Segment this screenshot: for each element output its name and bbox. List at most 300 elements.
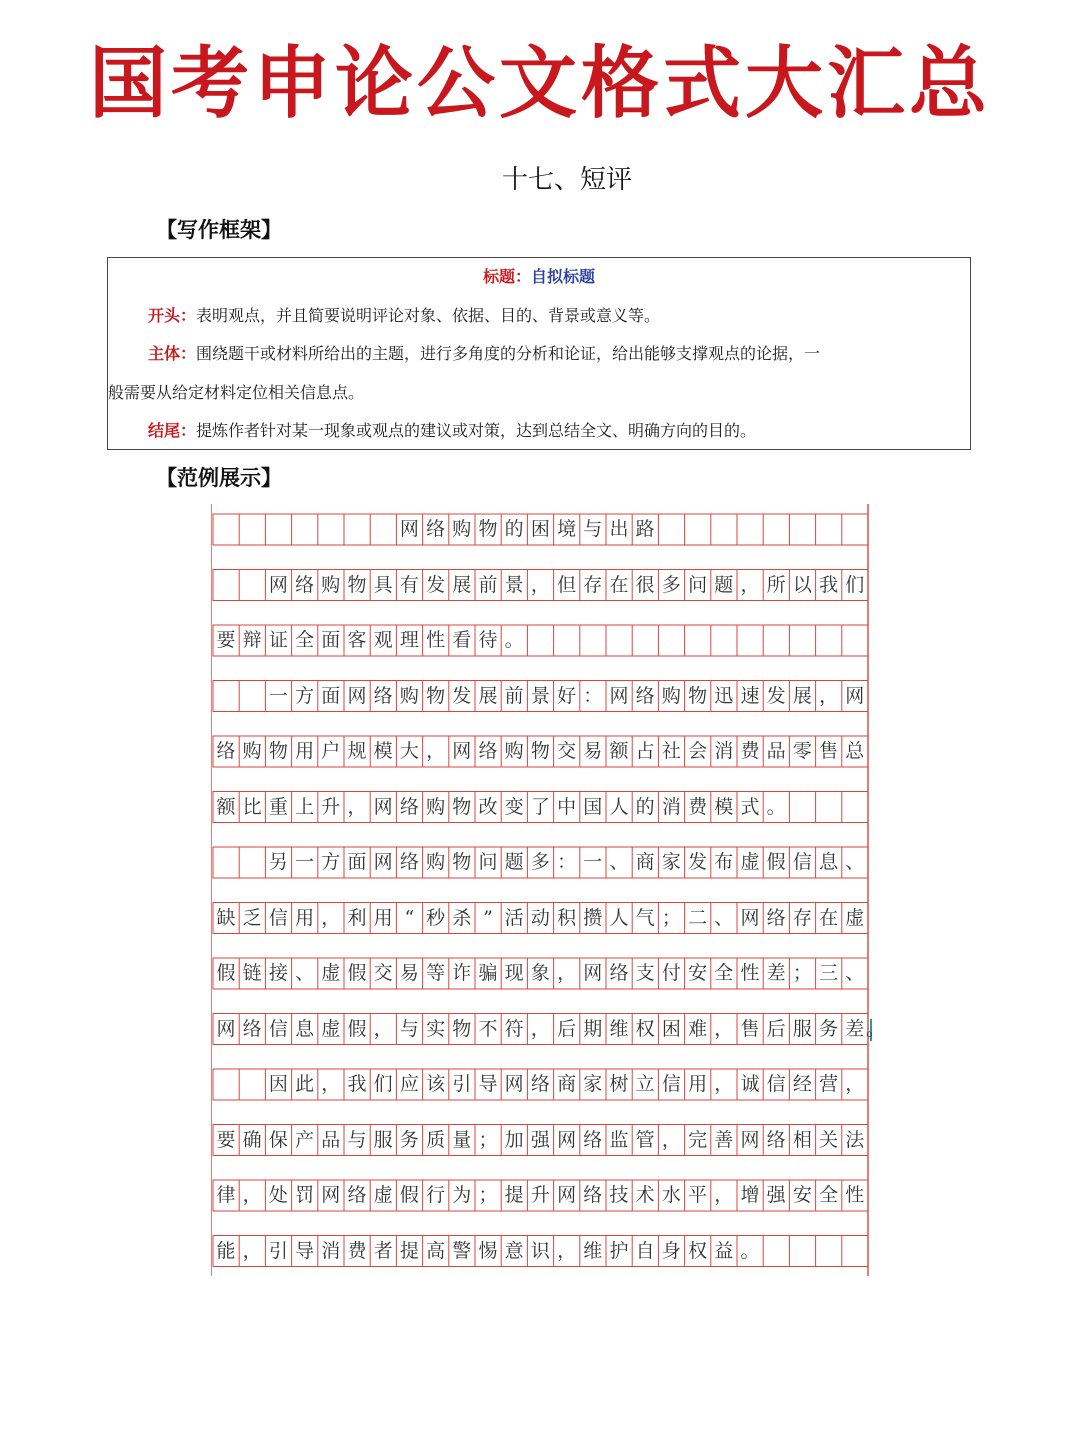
grid-char: 秒 — [426, 906, 446, 929]
grid-char: 术 — [635, 1184, 655, 1206]
grid-char: 购 — [399, 684, 419, 707]
grid-char: 购 — [504, 740, 524, 762]
grid-char: 付 — [661, 962, 681, 984]
grid-char: 引 — [452, 1073, 472, 1095]
grid-char: 方 — [295, 684, 315, 707]
grid-char: 升 — [530, 1184, 550, 1206]
grid-char: 用 — [295, 740, 315, 762]
grid-char: 面 — [321, 629, 341, 651]
grid-char: ， — [242, 1184, 262, 1206]
grid-char: 存 — [792, 906, 812, 929]
grid-char: 假 — [766, 851, 786, 873]
grid-char: 关 — [819, 1128, 839, 1151]
grid-char: 络 — [530, 1073, 550, 1095]
grid-char: 物 — [688, 684, 708, 707]
grid-char: 络 — [399, 795, 419, 818]
grid-char: 一 — [583, 851, 603, 873]
grid-char: 差 — [766, 962, 786, 984]
grid-char: 存 — [583, 573, 603, 596]
grid-char: 假 — [399, 1184, 419, 1206]
grid-char: ， — [530, 573, 550, 596]
grid-char: 络 — [399, 851, 419, 873]
grid-char: 诚 — [740, 1073, 760, 1095]
grid-char: 人 — [609, 795, 629, 818]
grid-char: 安 — [688, 962, 708, 984]
grid-char: 积 — [557, 906, 577, 929]
grid-char: 展 — [792, 684, 812, 707]
grid-char: 网 — [373, 795, 393, 818]
grid-char: 不 — [478, 1017, 498, 1040]
grid-char: 识 — [530, 1239, 550, 1262]
grid-char: 网 — [557, 1128, 577, 1151]
grid-char: 中 — [557, 795, 577, 818]
grid-char: ， — [530, 1017, 550, 1040]
grid-char: 消 — [321, 1239, 341, 1262]
grid-char: 发 — [688, 851, 708, 873]
grid-char: 营 — [819, 1073, 839, 1095]
grid-char: 差 — [845, 1017, 865, 1040]
grid-char: 商 — [557, 1073, 577, 1095]
grid-char: 重 — [268, 795, 288, 818]
grid-char: 链 — [242, 962, 262, 984]
grid-char: 、 — [845, 962, 865, 984]
grid-char: 期 — [583, 1017, 603, 1040]
grid-char: 国 — [583, 795, 603, 818]
grid-char: 强 — [530, 1128, 550, 1151]
grid-char: 水 — [661, 1184, 681, 1206]
grid-char: 购 — [661, 684, 681, 707]
grid-char: 符 — [504, 1017, 524, 1040]
framework-item-key: 开头： — [148, 305, 197, 325]
grid-char: 题 — [714, 573, 734, 596]
grid-char: 理 — [399, 629, 419, 651]
grid-char: 社 — [661, 740, 681, 762]
grid-char: 能 — [216, 1239, 236, 1262]
grid-char: 网 — [845, 684, 865, 707]
grid-char: 现 — [504, 962, 524, 984]
grid-char: 保 — [268, 1128, 288, 1151]
grid-char: 模 — [373, 740, 393, 762]
grid-char: 处 — [268, 1184, 288, 1206]
grid-char: 者 — [373, 1239, 393, 1262]
grid-char: 待 — [478, 629, 498, 651]
grid-char: 会 — [688, 740, 708, 762]
grid-char: ， — [661, 1128, 681, 1151]
grid-char: 售 — [740, 1017, 760, 1040]
grid-char: 方 — [321, 851, 341, 873]
essay-grid-sheet — [211, 504, 886, 1276]
grid-char: 购 — [426, 851, 446, 873]
grid-char: 我 — [819, 573, 839, 596]
section-title: 十七、短评 — [501, 165, 632, 195]
grid-char: 购 — [242, 740, 262, 762]
grid-char: 发 — [452, 684, 472, 707]
grid-char: 物 — [452, 795, 472, 818]
grid-char: 要 — [216, 629, 236, 651]
grid-char: 、 — [845, 851, 865, 873]
grid-char: ” — [483, 906, 493, 929]
grid-char: 很 — [635, 573, 655, 596]
grid-char: 后 — [557, 1017, 577, 1040]
grid-char: 费 — [347, 1239, 367, 1262]
grid-char: 难 — [688, 1017, 708, 1040]
grid-char: 困 — [661, 1017, 681, 1040]
grid-char: 购 — [321, 573, 341, 596]
grid-char: 益 — [714, 1239, 734, 1262]
grid-char: 观 — [373, 629, 393, 651]
grid-char: 物 — [426, 684, 446, 707]
grid-char: 量 — [452, 1128, 472, 1151]
grid-char: 二 — [688, 906, 708, 929]
grid-char: 零 — [792, 740, 812, 762]
framework-item-text: 表明观点，并且简要说明评论对象、依据、目的、背景或意义等。 — [196, 305, 661, 325]
grid-char: 接 — [268, 962, 288, 984]
framework-title-line — [108, 258, 970, 297]
grid-char: 物 — [530, 740, 550, 762]
grid-char: 增 — [740, 1184, 760, 1206]
grid-char: 以 — [792, 573, 812, 596]
grid-char: 费 — [688, 795, 708, 818]
framework-box — [107, 257, 971, 450]
grid-char: 品 — [321, 1128, 341, 1151]
grid-char: 惕 — [478, 1239, 498, 1262]
grid-char: 购 — [452, 518, 472, 540]
grid-char: 费 — [740, 740, 760, 762]
grid-char: 律 — [216, 1184, 236, 1206]
grid-char: 网 — [399, 518, 419, 540]
grid-char: 全 — [714, 962, 734, 984]
grid-char: 用 — [688, 1073, 708, 1095]
grid-char: 高 — [426, 1239, 446, 1262]
grid-char: 经 — [792, 1073, 812, 1095]
grid-char: 证 — [268, 629, 288, 651]
grid-char: ， — [714, 1017, 734, 1040]
grid-char: 迅 — [714, 684, 734, 707]
grid-char: 网 — [268, 573, 288, 596]
grid-char: 好 — [557, 684, 577, 707]
grid-char: 监 — [609, 1128, 629, 1151]
grid-char: 务 — [819, 1017, 839, 1040]
framework-title-value: 自拟标题 — [531, 267, 596, 286]
grid-char: 。 — [740, 1239, 760, 1262]
grid-char: 立 — [635, 1073, 655, 1095]
grid-char: 多 — [661, 573, 681, 596]
grid-char: 维 — [583, 1239, 603, 1262]
grid-char: 性 — [426, 629, 446, 651]
grid-char: 服 — [792, 1017, 812, 1040]
grid-char: ， — [557, 1239, 577, 1262]
grid-char: 虚 — [321, 962, 341, 984]
grid-char: 为 — [452, 1184, 472, 1206]
grid-char: 的 — [635, 795, 655, 818]
grid-char: 要 — [216, 1128, 236, 1151]
grid-char: 信 — [792, 851, 812, 873]
grid-char: 在 — [609, 573, 629, 596]
grid-char: 服 — [373, 1128, 393, 1151]
grid-char: 维 — [609, 1017, 629, 1040]
grid-char: 管 — [635, 1128, 655, 1151]
grid-char: 骗 — [478, 962, 498, 984]
grid-char: 人 — [609, 906, 629, 929]
grid-char: ； — [792, 962, 812, 984]
grid-char: 出 — [609, 518, 629, 540]
grid-char: 景 — [504, 573, 524, 596]
grid-char: 缺 — [216, 906, 236, 929]
grid-char: 客 — [347, 629, 367, 651]
grid-char: ， — [819, 684, 839, 707]
grid-char: 物 — [347, 573, 367, 596]
grid-char: 网 — [452, 740, 472, 762]
grid-char: 活 — [504, 906, 524, 929]
grid-char: 全 — [295, 629, 315, 651]
grid-char: 平 — [688, 1184, 708, 1206]
grid-char: 动 — [530, 906, 550, 929]
grid-char: 消 — [661, 795, 681, 818]
grid-char: 有 — [399, 573, 419, 596]
grid-char: 展 — [478, 684, 498, 707]
grid-char: 三 — [819, 962, 839, 984]
grid-char: 了 — [530, 795, 550, 818]
grid-char: 布 — [714, 851, 734, 873]
grid-char: 产 — [295, 1128, 315, 1151]
grid-char: 面 — [321, 684, 341, 707]
grid-char: 的 — [504, 518, 524, 540]
grid-char: 络 — [635, 684, 655, 707]
grid-char: ， — [321, 1073, 341, 1095]
grid-char: 网 — [216, 1017, 236, 1040]
grid-char: 络 — [426, 518, 446, 540]
grid-char: ， — [714, 1073, 734, 1095]
grid-char: 引 — [268, 1239, 288, 1262]
grid-char: 假 — [347, 1017, 367, 1040]
grid-char: 信 — [268, 1017, 288, 1040]
grid-char: ； — [661, 906, 681, 929]
grid-char: 易 — [583, 740, 603, 762]
grid-char: 交 — [373, 962, 393, 984]
grid-char: 物 — [268, 740, 288, 762]
grid-char: 络 — [583, 1128, 603, 1151]
grid-char: 加 — [504, 1128, 524, 1151]
grid-char: 变 — [504, 795, 524, 818]
grid-char: 具 — [373, 573, 393, 596]
grid-char: 网 — [583, 962, 603, 984]
grid-char: ： — [583, 684, 603, 707]
grid-char: 所 — [766, 573, 786, 596]
grid-char: 物 — [452, 1017, 472, 1040]
grid-char: 信 — [268, 906, 288, 929]
grid-char: 意 — [504, 1239, 524, 1262]
grid-char: 性 — [740, 962, 760, 984]
grid-char: 网 — [740, 1128, 760, 1151]
framework-item-text: 提炼作者针对某一现象或观点的建议或对策，达到总结全文、明确方向的目的。 — [196, 421, 757, 440]
grid-char: 与 — [583, 518, 603, 540]
grid-char: 家 — [661, 851, 681, 873]
grid-char: ， — [242, 1239, 262, 1262]
grid-char: 购 — [426, 795, 446, 818]
grid-char: 辩 — [242, 629, 262, 651]
grid-char: 导 — [478, 1073, 498, 1095]
grid-char: 上 — [295, 795, 315, 818]
grid-char: 网 — [609, 684, 629, 707]
grid-char: 假 — [216, 962, 236, 984]
framework-item-ending — [108, 412, 970, 451]
grid-char: 、 — [295, 962, 315, 984]
grid-char: ； — [478, 1128, 498, 1151]
grid-char: 网 — [557, 1184, 577, 1206]
grid-char: 消 — [714, 740, 734, 762]
grid-char: 升 — [321, 795, 341, 818]
grid-char: 在 — [819, 906, 839, 929]
grid-char: 但 — [557, 573, 577, 596]
grid-char: 性 — [845, 1184, 865, 1206]
grid-char: 与 — [399, 1017, 419, 1040]
overflow-punctuation: 。 — [866, 1017, 886, 1040]
grid-char: 提 — [399, 1239, 419, 1262]
grid-char: 物 — [478, 518, 498, 540]
grid-char: 强 — [766, 1184, 786, 1206]
grid-char: 。 — [504, 629, 524, 651]
grid-char: 罚 — [295, 1184, 315, 1206]
grid-char: 问 — [688, 573, 708, 596]
grid-char: 问 — [478, 851, 498, 873]
grid-char: 发 — [766, 684, 786, 707]
framework-item-text: 围绕题干或材料所给出的主题，进行多角度的分析和论证，给出能够支撑观点的论据，一 — [196, 344, 821, 363]
grid-char: 模 — [714, 795, 734, 818]
grid-char: 确 — [242, 1128, 262, 1151]
grid-char: 善 — [714, 1128, 734, 1151]
grid-char: ： — [557, 851, 577, 873]
grid-char: 虚 — [373, 1184, 393, 1206]
framework-item-body — [108, 335, 970, 374]
grid-char: 络 — [766, 1128, 786, 1151]
grid-char: 气 — [635, 906, 655, 929]
grid-char: ， — [426, 740, 446, 762]
grid-char: 络 — [609, 962, 629, 984]
grid-char: 额 — [216, 795, 236, 818]
grid-char: 诈 — [452, 962, 472, 984]
grid-char: 境 — [557, 518, 577, 540]
grid-char: 品 — [766, 740, 786, 762]
grid-char: ， — [740, 573, 760, 596]
grid-char: 络 — [295, 573, 315, 596]
grid-char: 络 — [347, 1184, 367, 1206]
grid-char: 杀 — [452, 906, 472, 929]
grid-char: ， — [845, 1073, 865, 1095]
grid-char: 户 — [321, 740, 341, 762]
grid-char: 前 — [478, 573, 498, 596]
grid-char: 此 — [295, 1073, 315, 1095]
grid-char: 、 — [714, 906, 734, 929]
grid-char: 导 — [295, 1239, 315, 1262]
grid-char: 警 — [452, 1239, 472, 1262]
grid-char: 、 — [609, 851, 629, 873]
grid-char: 象 — [530, 962, 550, 984]
grid-char: 树 — [609, 1073, 629, 1095]
grid-char: 我 — [347, 1073, 367, 1095]
framework-item-key: 结尾： — [148, 421, 197, 440]
example-label: 【范例展示】 — [156, 466, 282, 490]
grid-char: 护 — [609, 1239, 629, 1262]
grid-char: 络 — [583, 1184, 603, 1206]
grid-char: 一 — [268, 684, 288, 707]
framework-label: 【写作框架】 — [156, 218, 282, 242]
grid-char: 络 — [242, 1017, 262, 1040]
grid-char: 网 — [504, 1073, 524, 1095]
grid-char: 因 — [268, 1073, 288, 1095]
grid-char: 多 — [530, 851, 550, 873]
grid-char: 一 — [295, 851, 315, 873]
grid-char: 面 — [347, 851, 367, 873]
grid-char: 法 — [845, 1128, 865, 1151]
grid-char: 假 — [347, 962, 367, 984]
grid-char: 展 — [452, 573, 472, 596]
grid-char: 另 — [268, 851, 288, 873]
grid-char: ， — [714, 1184, 734, 1206]
grid-char: 行 — [426, 1184, 446, 1206]
grid-char: 自 — [635, 1239, 655, 1262]
grid-char: 等 — [426, 962, 446, 984]
grid-char: 们 — [845, 573, 865, 596]
grid-char: 商 — [635, 851, 655, 873]
grid-char: 交 — [557, 740, 577, 762]
grid-char: 信 — [661, 1073, 681, 1095]
framework-item-body-continuation: 般需要从给定材料定位相关信息点。 — [108, 382, 365, 402]
grid-char: 物 — [452, 851, 472, 873]
grid-char: 质 — [426, 1128, 446, 1151]
framework-item-key: 主体： — [148, 344, 197, 363]
grid-char: 额 — [609, 740, 629, 762]
grid-char: 利 — [347, 906, 367, 929]
grid-char: 式 — [740, 795, 760, 818]
grid-char: 与 — [347, 1128, 367, 1151]
grid-char: 网 — [347, 684, 367, 707]
grid-char: 后 — [766, 1017, 786, 1040]
grid-char: 虚 — [321, 1017, 341, 1040]
framework-title-key: 标题： — [482, 267, 531, 286]
grid-char: 困 — [530, 518, 550, 540]
grid-char: 权 — [635, 1017, 655, 1040]
grid-char: 支 — [635, 962, 655, 984]
grid-char: 络 — [373, 684, 393, 707]
grid-char: 前 — [504, 684, 524, 707]
page-title: 国考申论公文格式大汇总 — [88, 39, 991, 129]
grid-char: 络 — [216, 740, 236, 762]
grid-lines — [211, 504, 869, 1276]
grid-char: 息 — [295, 1017, 315, 1040]
grid-char: 看 — [452, 629, 472, 651]
grid-char: 务 — [399, 1128, 419, 1151]
grid-char: 乏 — [242, 906, 262, 929]
grid-char: 实 — [426, 1017, 446, 1040]
grid-char: 应 — [399, 1073, 419, 1095]
grid-char: 规 — [347, 740, 367, 762]
grid-char: ， — [347, 795, 367, 818]
grid-char: 用 — [373, 906, 393, 929]
grid-char: 易 — [399, 962, 419, 984]
grid-char: 安 — [792, 1184, 812, 1206]
grid-char: 提 — [504, 1184, 524, 1206]
grid-char: “ — [404, 906, 415, 929]
grid-char: 速 — [740, 684, 760, 707]
grid-char: 络 — [766, 906, 786, 929]
grid-char: 总 — [845, 740, 865, 762]
grid-char: 路 — [635, 518, 655, 540]
grid-char: ， — [557, 962, 577, 984]
grid-char: 虚 — [740, 851, 760, 873]
grid-char: 该 — [426, 1073, 446, 1095]
grid-char: 攒 — [583, 906, 603, 929]
grid-char: ， — [373, 1017, 393, 1040]
